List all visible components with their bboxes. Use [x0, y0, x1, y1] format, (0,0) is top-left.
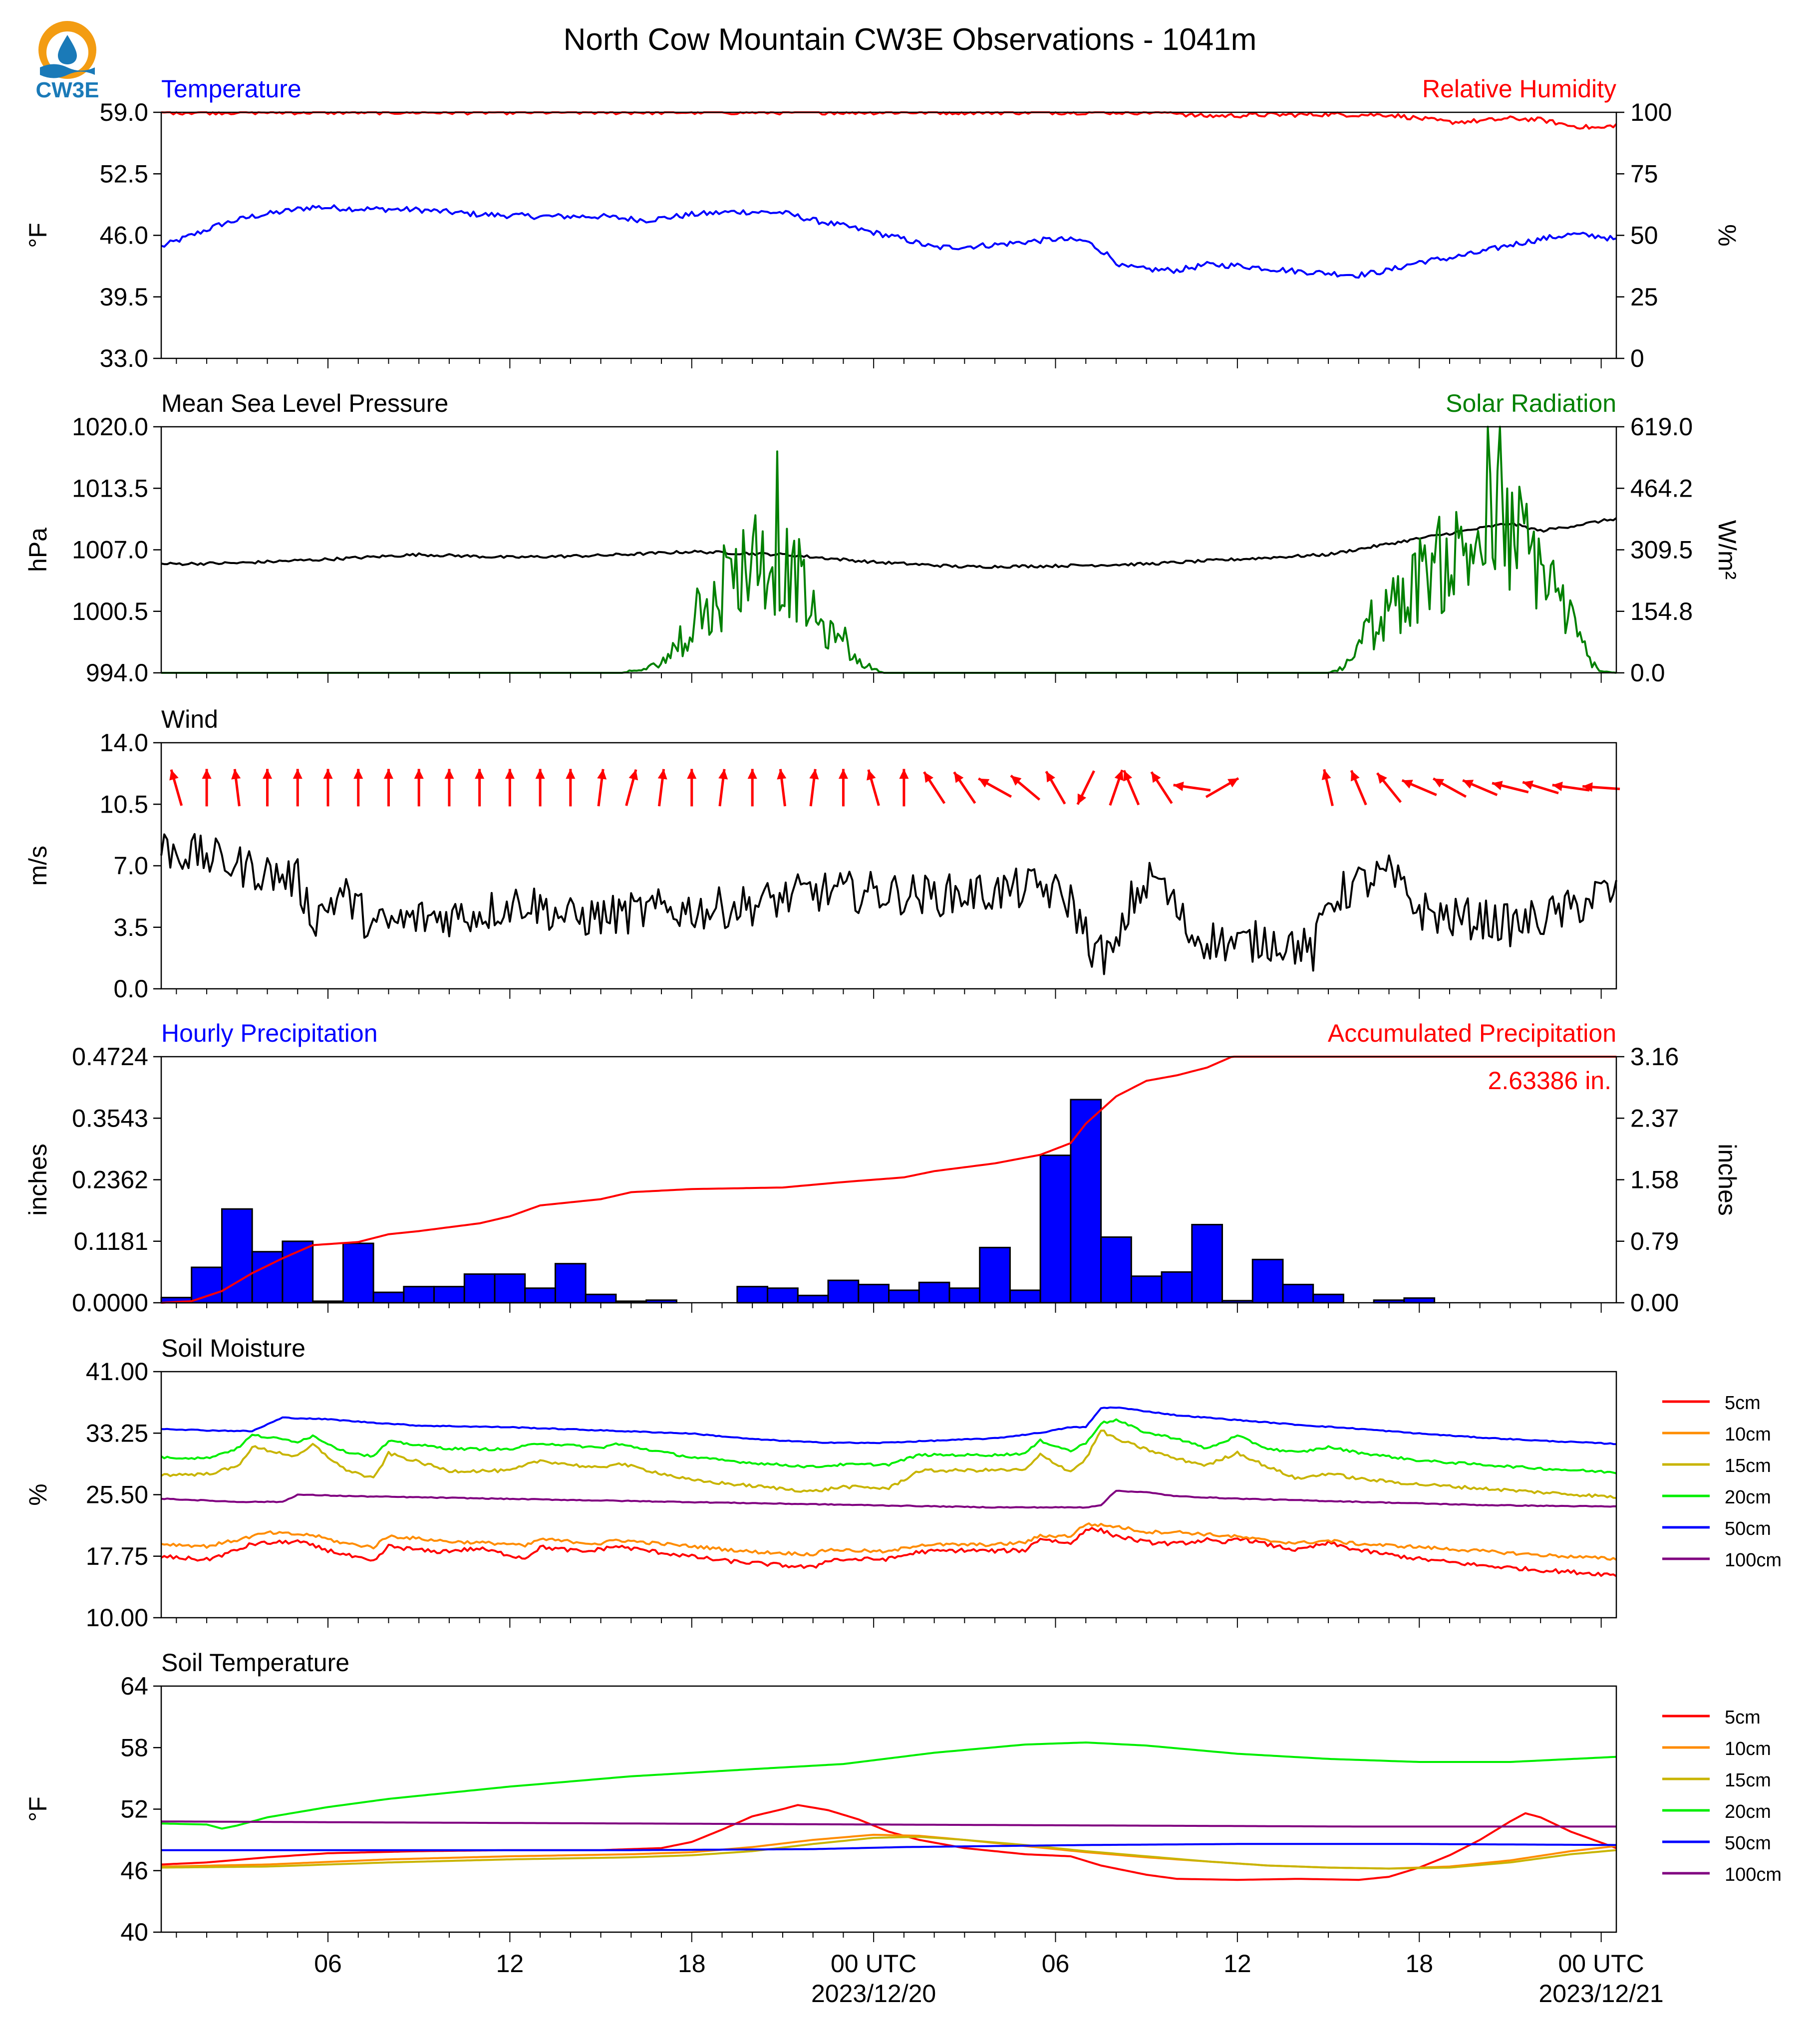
y-tick-label-left: 17.75 [85, 1542, 148, 1570]
precip-bar [1192, 1224, 1222, 1303]
series-line-50cm [161, 1408, 1616, 1445]
wind-arrow [384, 769, 393, 807]
logo-text: CW3E [35, 78, 99, 102]
wind-arrow [231, 769, 241, 806]
series-line-15cm [161, 1431, 1616, 1498]
panel-title-left: Temperature [161, 75, 302, 103]
y-tick-label-left: 1007.0 [72, 536, 148, 564]
y-tick-label-right: 25 [1630, 283, 1658, 311]
precip-bar [919, 1282, 949, 1303]
y-tick-label-left: 0.4724 [72, 1043, 148, 1071]
panel-title-left: Soil Temperature [161, 1649, 350, 1677]
y-tick-label-left: 1020.0 [72, 413, 148, 441]
figure-title: North Cow Mountain CW3E Observations - 1041m [563, 22, 1257, 57]
x-tick-label: 12 [1223, 1950, 1251, 1978]
precip-bar [1313, 1294, 1344, 1303]
precip-bar [980, 1247, 1010, 1303]
accumulated-total-label: 2.63386 in. [1488, 1067, 1611, 1095]
precip-bar [464, 1274, 495, 1303]
y-tick-label-left: 1000.5 [72, 597, 148, 625]
series-line-temperature [161, 205, 1616, 278]
y-tick-label-right: 464.2 [1630, 474, 1693, 503]
y-tick-label-left: 14.0 [99, 729, 148, 757]
y-tick-label-left: 39.5 [99, 283, 148, 311]
wind-arrow [1206, 778, 1238, 797]
y-tick-label-left: 40 [120, 1918, 148, 1946]
x-tick-label: 12 [496, 1950, 524, 1978]
y-tick-label-left: 994.0 [85, 659, 148, 687]
wind-panel [24, 705, 1620, 1003]
y-tick-label-right: 309.5 [1630, 536, 1693, 564]
plot-frame [161, 1686, 1616, 1932]
precipitation-panel [24, 1019, 1741, 1317]
wind-arrow [414, 769, 424, 807]
y-axis-label-left: hPa [24, 528, 52, 572]
precip-bar [828, 1280, 859, 1303]
x-date-label: 2023/12/20 [811, 1980, 936, 2008]
legend-label: 15cm [1725, 1455, 1771, 1476]
legend-label: 100cm [1725, 1550, 1782, 1571]
wind-arrow [323, 769, 332, 807]
x-tick-label: 18 [677, 1950, 706, 1978]
temperature-panel [24, 75, 1741, 372]
wind-arrow [954, 772, 975, 803]
x-tick-label: 00 UTC [831, 1950, 917, 1978]
precip-bar [283, 1241, 313, 1303]
y-axis-label-right: % [1713, 224, 1741, 247]
precip-bar [252, 1252, 283, 1303]
y-tick-label-right: 619.0 [1630, 413, 1693, 441]
series-line-solar-radiation [161, 427, 1616, 673]
wind-arrow [1046, 772, 1065, 804]
wind-arrow [202, 769, 212, 807]
y-tick-label-right: 2.37 [1630, 1104, 1679, 1133]
wind-arrow [1377, 773, 1401, 802]
wind-arrow [1078, 771, 1094, 804]
y-tick-label-right: 0.00 [1630, 1289, 1679, 1317]
soil_moisture-panel [24, 1334, 1782, 1632]
y-tick-label-left: 33.0 [99, 344, 148, 372]
y-tick-label-left: 1013.5 [72, 474, 148, 503]
y-tick-label-right: 0 [1630, 344, 1644, 372]
series-line-5cm [161, 1528, 1616, 1576]
plot-frame [161, 1057, 1616, 1303]
precip-bar [1404, 1298, 1435, 1303]
wind-arrow [597, 769, 607, 806]
wind-arrow [1152, 772, 1172, 804]
wind-arrow [263, 769, 272, 807]
precip-bar [373, 1292, 404, 1303]
panel-title-right: Solar Radiation [1446, 389, 1616, 417]
wind-arrow [293, 769, 303, 807]
series-line-50cm [161, 1844, 1616, 1850]
y-axis-label-left: inches [24, 1144, 52, 1216]
panel-title-left: Soil Moisture [161, 1334, 305, 1362]
wind-arrow [899, 769, 909, 807]
wind-arrow [1402, 780, 1437, 795]
wind-arrow [1433, 779, 1466, 797]
y-tick-label-left: 0.0000 [72, 1289, 148, 1317]
precip-bar [495, 1274, 525, 1303]
wind-arrow [924, 772, 944, 804]
legend-label: 10cm [1725, 1738, 1771, 1759]
series-line-20cm [161, 1742, 1616, 1829]
y-tick-label-left: 0.2362 [72, 1165, 148, 1194]
y-axis-label-right: W/m² [1713, 520, 1741, 580]
y-tick-label-left: 46 [120, 1856, 148, 1885]
wind-arrow [1011, 776, 1039, 800]
legend-label: 50cm [1725, 1518, 1771, 1539]
wind-arrow [809, 769, 819, 806]
precip-bar [1283, 1284, 1313, 1303]
wind-arrow [867, 770, 879, 806]
precip-bar [525, 1288, 556, 1303]
y-axis-label-right: inches [1713, 1144, 1741, 1216]
precip-bar [889, 1290, 919, 1303]
wind-arrow [536, 769, 545, 807]
y-tick-label-right: 50 [1630, 221, 1658, 250]
precip-bar [1131, 1276, 1162, 1303]
y-tick-label-left: 52 [120, 1795, 148, 1823]
plot-frame [161, 427, 1616, 673]
y-tick-label-left: 7.0 [113, 852, 148, 880]
wind-arrow [658, 769, 667, 806]
wind-arrow [475, 769, 484, 807]
precip-bar [1040, 1156, 1071, 1303]
y-tick-label-left: 0.3543 [72, 1104, 148, 1133]
precip-bar [404, 1287, 434, 1303]
panel-title-left: Mean Sea Level Pressure [161, 389, 449, 417]
y-tick-label-left: 58 [120, 1734, 148, 1762]
precip-bar [192, 1267, 222, 1303]
wind-arrow [626, 770, 638, 806]
wind-arrow [978, 779, 1011, 797]
y-tick-label-left: 3.5 [113, 913, 148, 941]
soil_temperature-panel [24, 1649, 1782, 2008]
x-tick-label: 00 UTC [1558, 1950, 1644, 1978]
wind-arrow [839, 769, 848, 807]
wind-arrow [444, 769, 454, 807]
panel-title-right: Relative Humidity [1422, 75, 1616, 103]
y-tick-label-left: 10.00 [85, 1604, 148, 1632]
pressure-panel [24, 389, 1741, 687]
y-tick-label-right: 0.0 [1630, 659, 1665, 687]
precip-bar [434, 1287, 465, 1303]
y-tick-label-left: 33.25 [85, 1419, 148, 1448]
y-tick-label-left: 52.5 [99, 160, 148, 188]
series-line-20cm [161, 1420, 1616, 1473]
y-tick-label-left: 25.50 [85, 1480, 148, 1509]
precip-bar [798, 1295, 828, 1303]
y-axis-label-left: °F [24, 223, 52, 248]
y-tick-label-left: 10.5 [99, 790, 148, 819]
wind-arrow [777, 769, 786, 806]
precip-bar [555, 1264, 586, 1303]
y-tick-label-left: 0.1181 [73, 1227, 148, 1255]
series-line-100cm [161, 1491, 1616, 1508]
wind-arrow [353, 769, 363, 807]
wind-arrow [566, 769, 575, 807]
y-tick-label-left: 46.0 [99, 221, 148, 250]
y-tick-label-right: 1.58 [1630, 1165, 1679, 1194]
y-axis-label-left: m/s [24, 846, 52, 886]
y-axis-label-left: % [24, 1483, 52, 1506]
precip-bar [1010, 1290, 1040, 1303]
precip-bar [586, 1294, 616, 1303]
plot-frame [161, 112, 1616, 358]
wind-arrow [1322, 769, 1333, 806]
series-line-wind [161, 834, 1616, 974]
wind-arrow [718, 769, 728, 806]
x-tick-label: 18 [1405, 1950, 1434, 1978]
series-line-mean-sea-level-pressure [161, 518, 1616, 568]
wind-arrow [1124, 770, 1139, 805]
y-tick-label-left: 0.0 [113, 975, 148, 1003]
y-tick-label-left: 41.00 [85, 1358, 148, 1386]
precip-bar [1101, 1237, 1132, 1303]
y-tick-label-left: 59.0 [99, 98, 148, 126]
panel-title-left: Wind [161, 705, 218, 733]
precip-bar [737, 1287, 768, 1303]
plot-frame [161, 1372, 1616, 1618]
y-tick-label-right: 100 [1630, 98, 1672, 126]
panel-title-left: Hourly Precipitation [161, 1019, 378, 1047]
y-tick-label-right: 0.79 [1630, 1227, 1679, 1255]
legend-label: 20cm [1725, 1801, 1771, 1822]
precip-bar [768, 1288, 798, 1303]
wind-arrow [1463, 780, 1497, 795]
cw3e-logo [35, 21, 99, 102]
precip-bar [1252, 1259, 1283, 1303]
precip-bar [1071, 1100, 1101, 1303]
legend-label: 100cm [1725, 1864, 1782, 1885]
precip-bar [1162, 1272, 1192, 1303]
wind-arrow [1174, 782, 1211, 791]
precip-bar [343, 1243, 373, 1303]
wind-arrow [1351, 770, 1366, 805]
wind-arrow [1110, 770, 1124, 806]
legend-label: 50cm [1725, 1833, 1771, 1854]
y-axis-label-left: °F [24, 1796, 52, 1822]
legend-label: 10cm [1725, 1424, 1771, 1445]
y-tick-label-right: 3.16 [1630, 1043, 1679, 1071]
wind-arrow [687, 769, 696, 807]
x-date-label: 2023/12/21 [1538, 1980, 1664, 2008]
y-tick-label-right: 75 [1630, 160, 1658, 188]
legend-label: 20cm [1725, 1487, 1771, 1508]
legend-label: 15cm [1725, 1770, 1771, 1791]
x-tick-label: 06 [314, 1950, 342, 1978]
wind-arrow [169, 770, 181, 806]
y-tick-label-left: 64 [120, 1672, 148, 1700]
y-tick-label-right: 154.8 [1630, 597, 1693, 625]
legend-label: 5cm [1725, 1707, 1761, 1728]
series-line-relative-humidity [161, 112, 1616, 129]
wind-arrow [748, 769, 757, 807]
accumulated-precip-line [161, 1057, 1616, 1303]
wind-arrow [505, 769, 515, 807]
x-tick-label: 06 [1041, 1950, 1070, 1978]
panel-title-right: Accumulated Precipitation [1327, 1019, 1616, 1047]
precip-bar [859, 1284, 889, 1303]
legend-label: 5cm [1725, 1393, 1761, 1414]
series-line-100cm [161, 1821, 1616, 1826]
precip-bar [949, 1288, 980, 1303]
